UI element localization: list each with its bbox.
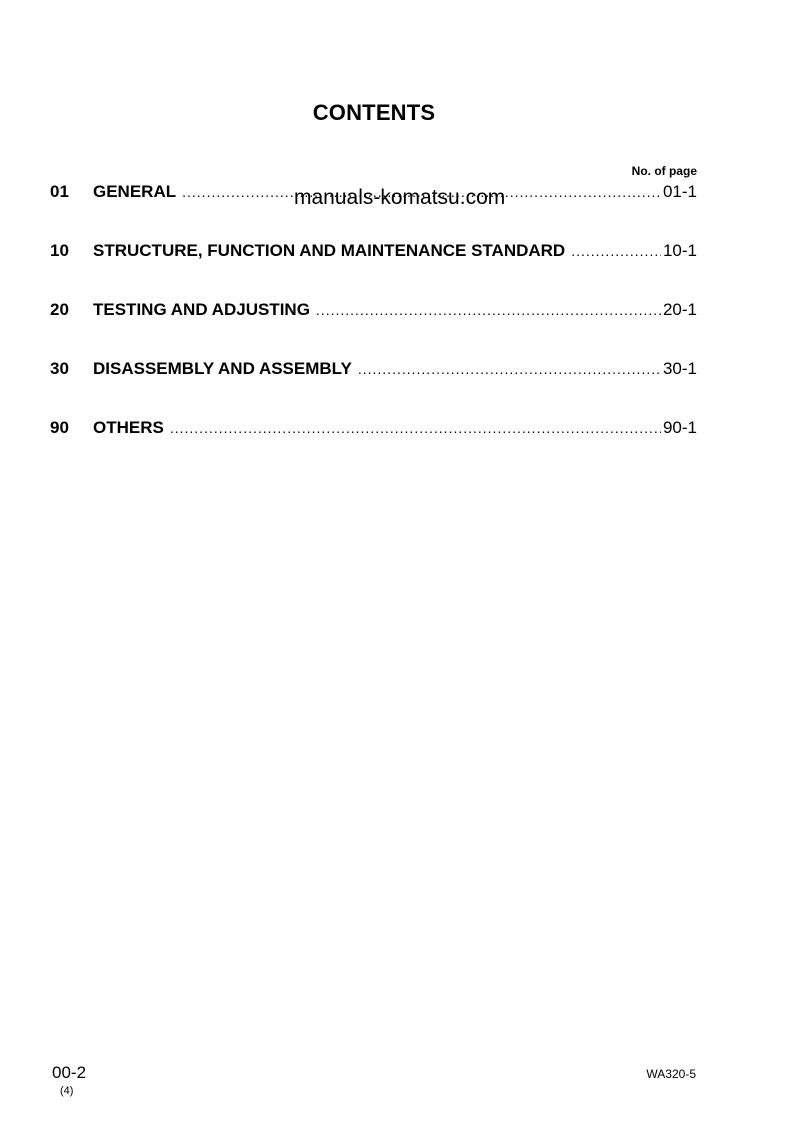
toc-leader-dots	[571, 243, 661, 259]
toc-entry-disassembly[interactable]	[50, 359, 697, 418]
toc-section-title[interactable]: GENERAL	[93, 182, 177, 201]
table-of-contents	[50, 182, 697, 477]
toc-entry-others[interactable]	[50, 418, 697, 477]
toc-section-number: 30	[50, 359, 69, 378]
toc-leader-dots	[358, 361, 661, 377]
toc-section-number: 01	[50, 182, 69, 201]
toc-section-number: 10	[50, 241, 69, 260]
toc-section-title[interactable]: OTHERS	[93, 418, 164, 437]
footer-revision: (4)	[60, 1085, 74, 1097]
toc-page-number: 01-1	[662, 182, 697, 201]
toc-section-title[interactable]: STRUCTURE, FUNCTION AND MAINTENANCE STANDARD	[93, 241, 566, 260]
watermark-text: manuals-komatsu.com	[294, 186, 506, 209]
toc-section-number: 90	[50, 418, 69, 437]
toc-leader-dots	[170, 420, 661, 436]
toc-entry-structure[interactable]	[50, 241, 697, 300]
toc-entry-testing[interactable]	[50, 300, 697, 359]
footer-page-number: 00-2	[52, 1063, 87, 1082]
page-column-header: No. of page	[631, 164, 697, 178]
page-title: CONTENTS	[312, 100, 436, 125]
toc-page-number: 20-1	[662, 300, 697, 319]
toc-section-title[interactable]: TESTING AND ADJUSTING	[93, 300, 310, 319]
toc-page-number: 90-1	[662, 418, 697, 437]
toc-section-number: 20	[50, 300, 69, 319]
toc-page-number: 10-1	[662, 241, 697, 260]
footer-model: WA320-5	[646, 1067, 696, 1081]
toc-leader-dots	[316, 302, 661, 318]
toc-section-title[interactable]: DISASSEMBLY AND ASSEMBLY	[93, 359, 352, 378]
toc-page-number: 30-1	[662, 359, 697, 378]
